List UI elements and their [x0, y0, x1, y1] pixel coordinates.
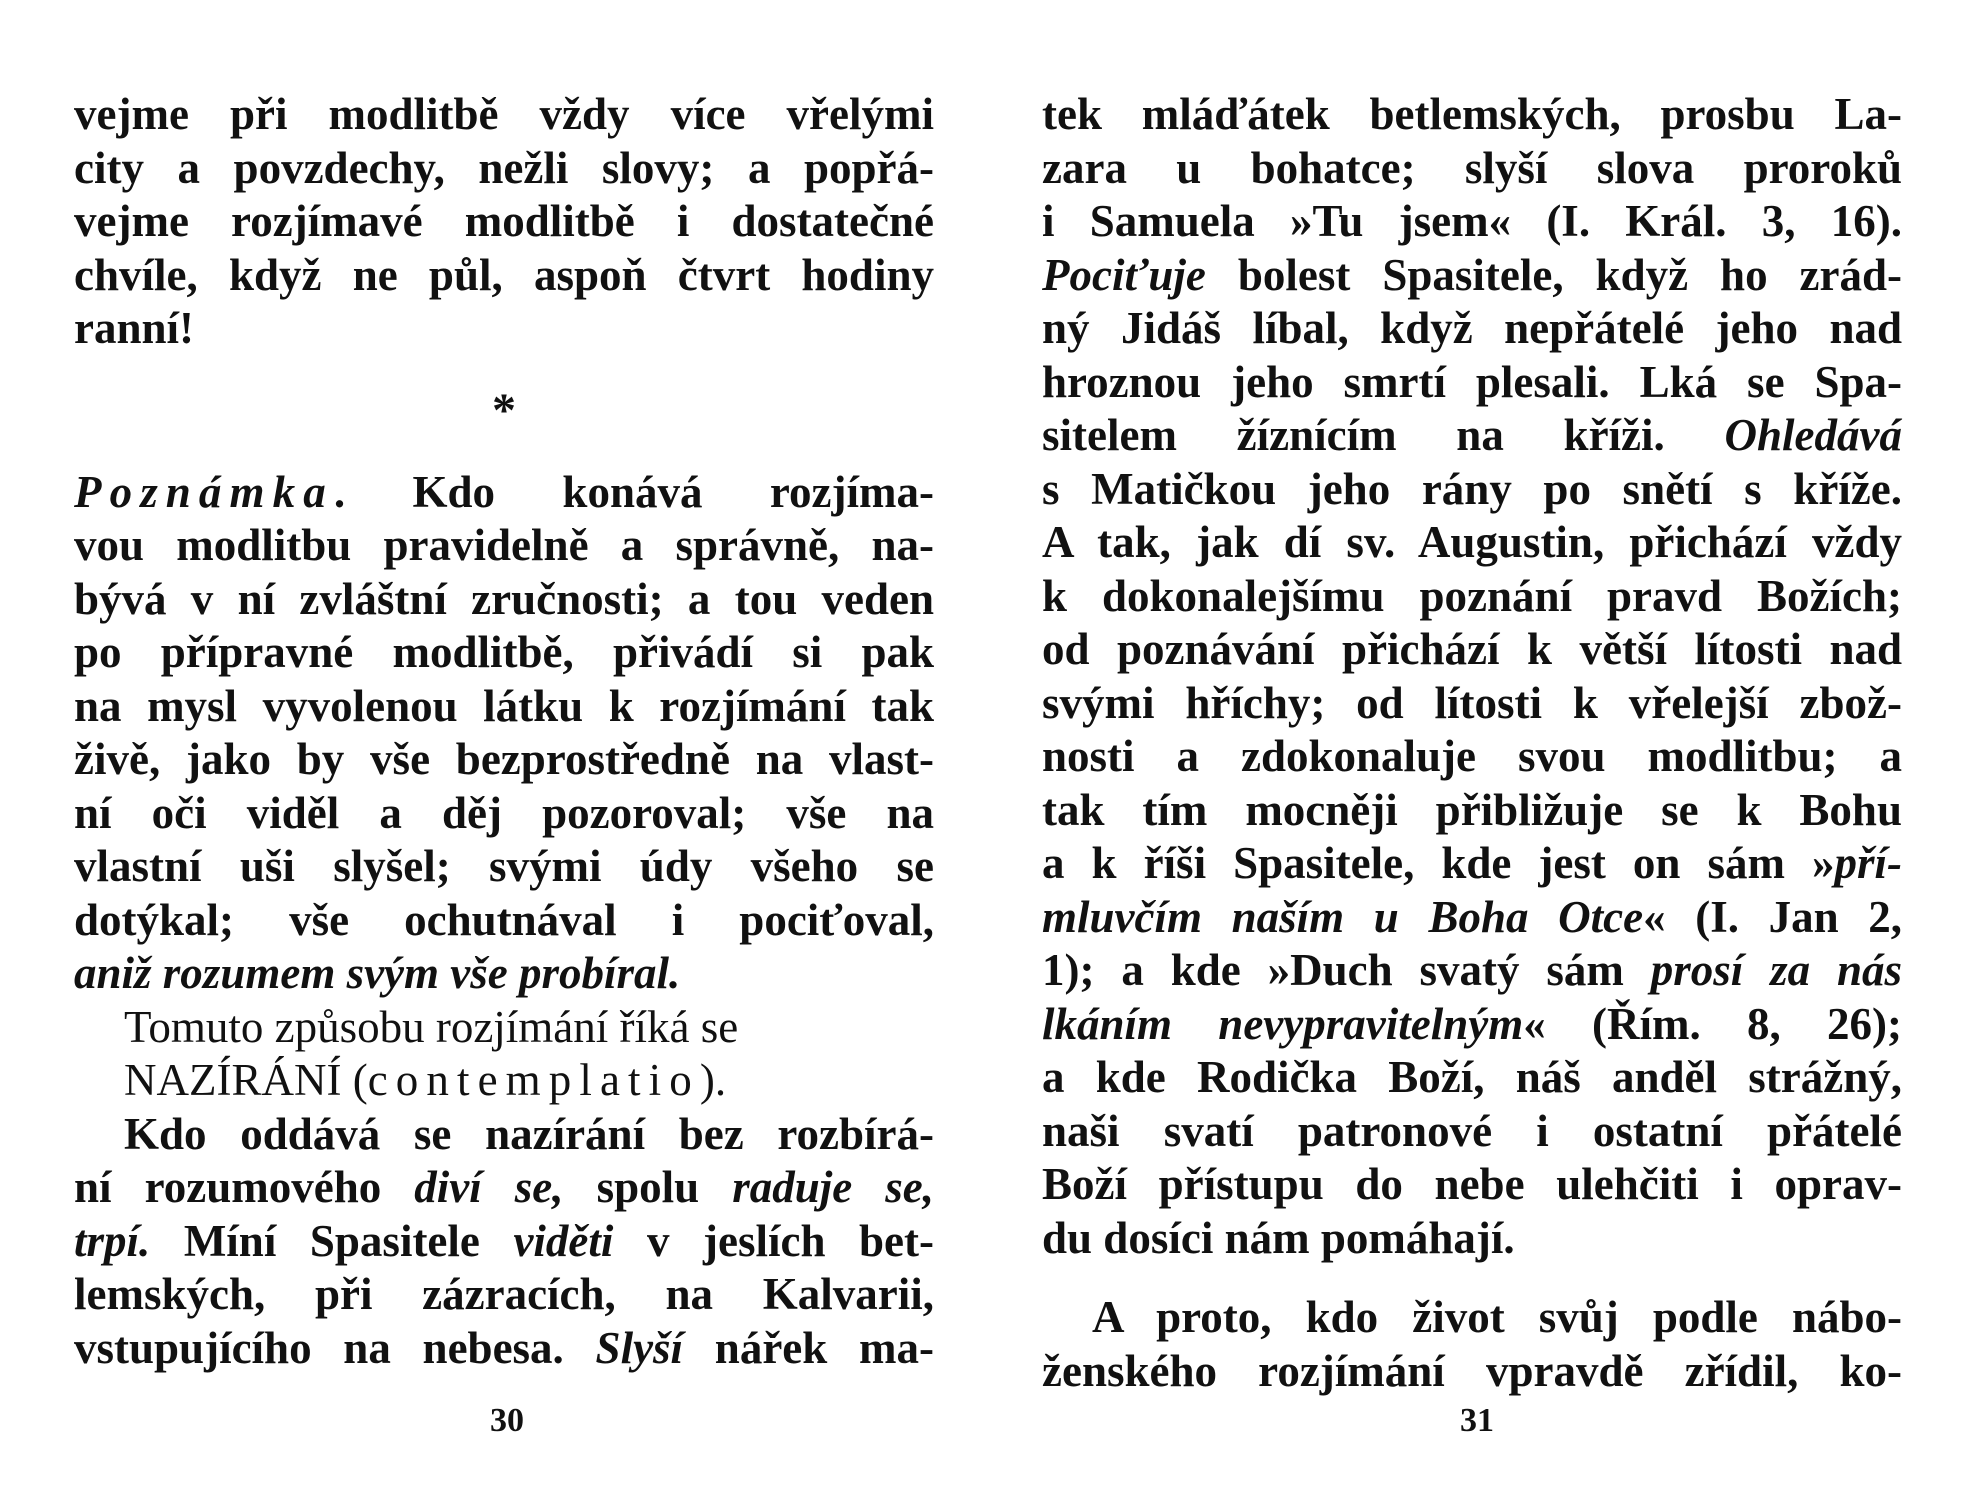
left-page: [74, 88, 934, 1375]
text-line: trpí. Míní Spasitele viděti v jeslích bet-: [74, 1215, 934, 1266]
text-line: tek mláďátek betlemských, prosbu La-: [1042, 89, 1902, 139]
text-line: vlastní uši slyšel; svými údy všeho se: [74, 841, 934, 891]
text-line: živě, jako by vše bezprostředně na vlast-: [74, 734, 934, 784]
text-line: A proto, kdo život svůj podle nábo-: [1092, 1292, 1902, 1342]
text-line: a kde Rodička Boží, náš anděl strážný,: [1042, 1052, 1902, 1102]
text-line: 1); a kde »Duch svatý sám prosí za nás: [1042, 945, 1902, 995]
text-line: Boží přístupu do nebe ulehčiti i oprav-: [1042, 1159, 1902, 1209]
text-line: chvíle, když ne půl, aspoň čtvrt hodiny: [74, 249, 934, 300]
text-line: i Samuela »Tu jsem« (I. Král. 3, 16).: [1042, 196, 1902, 246]
text-line: a k říši Spasitele, kde jest on sám »pří-: [1042, 838, 1902, 888]
text-line: lkáním nevypravitelným« (Řím. 8, 26);: [1042, 998, 1902, 1049]
text-line: Poznámka. Kdo konává rozjíma-: [74, 466, 934, 517]
text-line: ženského rozjímání vpravdě zřídil, ko-: [1042, 1345, 1902, 1396]
text-line: s Matičkou jeho rány po snětí s kříže.: [1042, 463, 1902, 514]
note-heading: Poznámka: [74, 466, 334, 517]
text-line: aniž rozumem svým vše probíral.: [74, 948, 681, 998]
text-line: Kdo oddává se nazírání bez rozbírá-: [124, 1108, 934, 1159]
text-line: ranní!: [74, 303, 195, 353]
text-line: naši svatí patronové i ostatní přátelé: [1042, 1105, 1902, 1156]
text-line: lemských, při zázracích, na Kalvarii,: [74, 1269, 934, 1319]
page-number-left: 30: [490, 1402, 524, 1439]
text-line: nosti a zdokonaluje svou modlitbu; a: [1042, 731, 1902, 781]
text-line: A tak, jak dí sv. Augustin, přichází vždy: [1042, 517, 1902, 567]
text-line: sitelem žíznícím na kříži. Ohledává: [1042, 410, 1902, 460]
text-line: du dosíci nám pomáhají.: [1042, 1212, 1515, 1263]
text-line: mluvčím naším u Boha Otce« (I. Jan 2,: [1042, 891, 1902, 942]
right-page: [1042, 88, 1902, 1398]
text-line: vejme při modlitbě vždy více vřelými: [74, 89, 934, 139]
text-line: po přípravné modlitbě, přivádí si pak: [74, 627, 934, 677]
text-line: Tomuto způsobu rozjímání říká se: [124, 1001, 739, 1052]
text-line: na mysl vyvolenou látku k rozjímání tak: [74, 680, 934, 731]
text-line: Pociťuje bolest Spasitele, když ho zrád-: [1042, 249, 1902, 300]
text-line: ní rozumového diví se, spolu raduje se,: [74, 1162, 934, 1212]
text-line: dotýkal; vše ochutnával i pociťoval,: [74, 894, 934, 945]
text-line: ní oči viděl a děj pozoroval; vše na: [74, 787, 934, 838]
text-line: vou modlitbu pravidelně a správně, na-: [74, 520, 934, 570]
text-line: svými hříchy; od lítosti k vřelejší zbož-: [1042, 677, 1902, 728]
text-line: hroznou jeho smrtí plesali. Lká se Spa-: [1042, 356, 1902, 407]
text-line: vejme rozjímavé modlitbě i dostatečné: [74, 196, 934, 246]
text-line: NAZÍRÁNÍ (contemplatio).: [124, 1055, 727, 1105]
text-line: ný Jidáš líbal, když nepřátelé jeho nad: [1042, 303, 1902, 353]
text-line: tak tím mocněji přibližuje se k Bohu: [1042, 784, 1902, 835]
section-ornament: *: [492, 383, 516, 437]
text-line: bývá v ní zvláštní zručnosti; a tou veden: [74, 573, 934, 624]
text-line: vstupujícího na nebesa. Slyší nářek ma-: [74, 1322, 934, 1373]
page-number-right: 31: [1460, 1402, 1494, 1439]
text-line: zara u bohatce; slyší slova proroků: [1042, 142, 1902, 193]
text-line: k dokonalejšímu poznání pravd Božích;: [1042, 570, 1902, 621]
text-line: od poznávání přichází k větší lítosti nad: [1042, 624, 1902, 674]
text-line: city a povzdechy, nežli slovy; a popřá-: [74, 142, 934, 193]
